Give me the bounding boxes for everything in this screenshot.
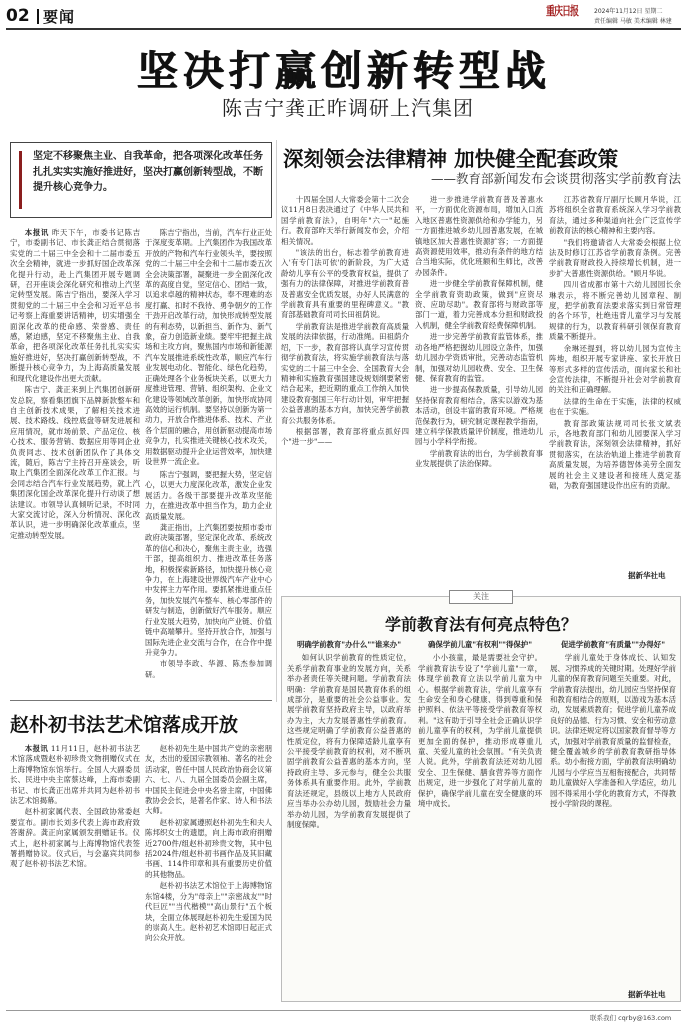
bottom-paragraph: 赵朴初家属遵照赵朴初先生和夫人陈邦织女士的遗愿，向上海市政府捐赠近2700件/组赵朴初珍贵文物，其中包括2024件/组赵朴初书画作品及其旧藏书画、114件印章和具有重要历史价值的其他物品。 (145, 817, 272, 879)
summary-accent-bar (19, 151, 22, 209)
source-tag: 本报讯 (24, 228, 49, 237)
lead-headline: 坚决打赢创新转型战 (136, 47, 551, 95)
bottom-left-col-1 (10, 744, 140, 1006)
editors-line: 责任编辑 马敏 美术编辑 林建 (594, 18, 672, 25)
right-paragraph: 法律的生命在于实施，法律的权威也在于实施。 (549, 396, 681, 417)
right-paragraph: 进一步推进学前教育普及普惠水平，一方面优化资源布局，增加入口流入地区普惠性资源供给和办学能力，另一方面推进城乡幼儿园普惠发展，在城镇地区加大普惠性资源扩容；一方面提高资源使用效率，推动有条件的地方结合当地实际，优化班额和生师比，改善办园条件。 (415, 195, 543, 277)
section-title: 要闻 (43, 8, 76, 26)
bottom-paragraph: 赵朴初家属代表、全国政协常委赵要宣布。副市长刘多代表上海市政府致答谢辞。龚正向家属颁发捐赠证书。仪式上，赵朴初家属与上海博物馆代表签署捐赠协议。仪式后，与会嘉宾共同参观了赵朴初书法艺术馆。 (10, 807, 140, 869)
right-headline: 深刻领会法律精神 加快健全配套政策 (283, 147, 619, 171)
bottom-paragraph: 本报讯 11月11日，赵朴初书法艺术馆落成暨赵朴初珍贵文物捐赠仪式在上海博物馆东馆举行。全国人大副委员长、民进中央主席蔡达峰，上海市委副书记、市长龚正出席并共同为赵朴初书法艺术馆揭幕。 (10, 744, 140, 806)
lead-paragraph: 陈吉宁强调，要把握大势，坚定信心，以更大力度深化改革，激发企业发展活力。各级干部要提升改革攻坚能力，在推进改革中担当作为，助力企业高质量发展。 (145, 470, 272, 521)
lead-subheadline: 陈吉宁龚正昨调研上汽集团 (222, 96, 474, 120)
feature-tag-label: 关注 (473, 592, 489, 601)
feature-col-text: 学前儿童处于身体成长、认知发展、习惯养成的关键时期。处理好学前儿童的保育教育问题至关重要。对此，学前教育法提出，幼儿园应当坚持保育和教育相结合的原则，以游戏为基本活动，发展素质教育；促进学前儿童养成良好的品德、行为习惯、安全和劳动意识。法律还规定将以国家教育督导等方式，加强对学前教育质量的监督检查，健全覆盖城乡的学前教育教研指导体系。幼小衔接方面，学前教育法明确幼儿园与小学应当互相衔接配合，共同帮助儿童做好入学准备和入学适应，幼儿园不得采用小学化的教育方式，不得教授小学阶段的课程。 (550, 653, 676, 809)
footer-contact: 联系我们 cqrby@163.com (590, 1014, 672, 1022)
masthead-logo: 重庆日报 (546, 5, 579, 19)
feature-tag (449, 590, 513, 604)
right-paragraph: 学前教育法是推进学前教育高质量发展的法律依据，行动准绳。田祖荫介绍，下一步，教育部将认真学习宣传贯彻学前教育法，将实施学前教育法与落实党的二十届三中全会、全国教育大会精神和实施教育强国建设规划纲要紧密结合起来，把近期的重点工作纳入加快建设教育强国三年行动计划，审牢把握公益普惠的基本方向，加快完善学前教育公共服务体系。 (281, 321, 409, 425)
date-line: 2024年11月12日 星期二 (594, 8, 663, 15)
feature-col-lead: 确保学前儿童"有权利""得保护" (427, 640, 533, 649)
bottom-paragraph: 赵朴初书法艺术馆位于上海博物馆东馆4楼，分为"母亲上""亲密战友""时代巨匠""当代楷模""高山景行"五个板块，全面立体展现赵朴初先生爱国为民的崇高人生。赵朴初艺术馆即日起正式向公众开放。 (145, 881, 272, 943)
right-paragraph: 江苏省教育厅副厅长顾月华说，江苏将组织全省教育系统深入学习学前教育法，通过多种渠道向社会广泛宣传学前教育法的核心精神和主要内容。 (549, 195, 681, 236)
right-subheadline: ——教育部新闻发布会谈贯彻落实学前教育法 (430, 171, 681, 186)
lead-body-col-1 (10, 228, 140, 696)
right-paragraph: 根据部署，教育部将重点抓好四个"进一步"—— (281, 426, 409, 447)
page-header (0, 0, 687, 34)
bottom-left-col-2 (145, 744, 272, 1006)
right-paragraph: 学前教育法的出台，为学前教育事业发展提供了法治保障。 (415, 448, 543, 469)
column-divider (276, 140, 277, 702)
feature-col-1 (287, 640, 411, 992)
right-paragraph: 进一步提高保教质量，引导幼儿园坚持保育教育相结合，落实以游戏为基本活动，创设丰富的教育环境。严格规范保教行为，研究制定课程教学指南，建立科学保教质量评价制度，推进幼儿园与小学科学衔接。 (415, 385, 543, 447)
bottom-left-headline: 赵朴初书法艺术馆落成开放 (10, 714, 239, 736)
page-number: 02 (6, 6, 30, 26)
bottom-paragraph: 赵朴初先生是中国共产党的亲密朋友，杰出的爱国宗教领袖、著名的社会活动家，曾任中国人民政治协商会议第六、七、八、九届全国委员会副主席，中国民主促进会中央名誉主席，中国佛教协会会长，是著名作家、诗人和书法大师。 (145, 744, 272, 816)
right-paragraph: 教育部政策法规司司长张文斌表示，各地教育部门和幼儿园要深入学习学前教育法，深刻领会法律精神，抓好贯彻落实，在法治轨道上推进学前教育高质量发展，为培养德智体美劳全面发展的社会主义建设者和接班人奠定基础，为教育强国建设作出应有的贡献。 (549, 418, 681, 490)
right-paragraph: 进一步完善学前教育监管体系，推动各地严格把握幼儿园设立条件，加强幼儿园办学资质审批，完善动态监管机制，加强对幼儿园收费、安全、卫生保健、保育教育的监管。 (415, 332, 543, 383)
header-rule (6, 28, 681, 30)
feature-col-lead: 促进学前教育"有质量""办得好" (560, 640, 666, 649)
feature-col-text: 小小孩童，最是需要社会守护。学前教育法专设了"学前儿童"一章，体现学前教育立法以学前儿童为中心。根据学前教育法，学前儿童享有生命安全和身心健康、得到尊重和保护照料、依法平等接受学前教育等权利。"这有助于引导全社会正确认识学前儿童享有的权利，为学前儿童提供更加全面的保护，推动形成尊重儿童、关爱儿童的社会氛围。"有关负责人说。此外，学前教育法还对幼儿园安全、卫生保健、膳食营养等方面作出规定，进一步强化了对学前儿童的保护，确保学前儿童在安全健康的环境中成长。 (418, 653, 542, 809)
right-body-col-3 (549, 195, 681, 565)
right-paragraph: "我们将邀请省人大常委会根据上位法及时修订江苏省学前教育条例。完善学前教育财政投入持续增长机制，进一步扩大普惠性资源供给。"顾月华说。 (549, 237, 681, 278)
lead-body-col-2-extra (145, 470, 272, 696)
feature-col-text: 如何认识学前教育的性质定位，关系学前教育事业的发展方向，关系举办者责任等关键问题。学前教育法明确：学前教育是国民教育体系的组成部分，是重要的社会公益事业。发展学前教育坚持政府主导，以政府举办为主，大力发展普惠性学前教育。这些规定明确了学前教育公益普惠的性质定位，将有力保障适龄儿童享有公平接受学前教育的权利，对不断巩固学前教育公益普惠的基本方向，坚持政府主导、多元参与，健全公共服务体系具有重要作用。此外，学前教育法还规定，县级以上地方人民政府应当举办公办幼儿园，鼓励社会力量举办幼儿园，为学前教育发展提供了制度保障。 (287, 653, 411, 829)
bottom-story-rule (10, 700, 272, 701)
lead-paragraph: 陈吉宁指出，当前，汽车行业正处于深度变革期。上汽集团作为我国改革开放的产物和汽车行业领头羊，要按照党的二十届三中全会和十二届市委五次全会决策部署，凝聚进一步全面深化改革的高度自觉，坚定信心、团结一致，以追求卓越的精神状态，奉不理难的态度打赢、扣时不我待、勇争朝夕的工作干劲开启改革行动，加快形成转型发展的有利态势，以新担当、新作为、新气象，奋力创造新业绩。要牢牢把握主战场和主攻方向，聚焦国内市场和新能源汽车发展推进系统性改革，顺应汽车行业发展电动化、智能化、绿色化趋势，正确处理各个业务板块关系，以更大力度推进管理、营销、组织架构、企业文化建设等领域改革创新，加快形成协同高效的运行机制。要坚持以创新为第一动力，开放合作推进体系、技术、产业各个层面的融合，用创新驱动提高市场竞争力，扎实推进关键核心技术攻关，用数据驱动提升企业运营效率，加快建设世界一流企业。 (145, 228, 272, 466)
lead-paragraph: 龚正指出，上汽集团要按照市委市政府决策部署，坚定深化改革、系统改革的信心和决心，聚焦主责主业，选强干部，提高组织力、推进改革任务落地，积极探索新路径，加快提升核心竞争力，在上海建设世界级汽车产业中心中发挥主力军作用。要抓紧推进重点任务，加快发展汽车整车、核心零部件的研发与制造，创新做好汽车服务。顺应行业发展大趋势，加快向产业链、价值链中高端攀升。坚持开放合作，加强与国际先进企业交流与合作，在合作中提升竞争力。 (145, 523, 272, 657)
right-paragraph: 余琳还提到，将以幼儿园为宣传主阵地，组织开展专家讲座、家长开放日等形式多样的宣传活动，面向家长和社会宣传法律，不断提升社会对学前教育的关注和正确理解。 (549, 343, 681, 395)
right-paragraph: 四川省成都市第十六幼儿园园长余琳表示，将不断完善幼儿园章程、制度，把学前教育法要求落实到日常管理的各个环节，杜绝违背儿童学习与发展规律的行为，以教育科研引领保育教育质量不断提升。 (549, 280, 681, 342)
feature-byline: 据新华社电 (628, 990, 666, 999)
footer-rule (6, 1010, 681, 1011)
lead-dateline: 本报讯 昨天下午，市委书记陈吉宁，市委副书记、市长龚正结合贯彻落实党的二十届三中全会和十二届市委五次全会精神，就进一步抓好国企改革深化提升行动，赴上汽集团开展专题调研，召开座谈会深化研究和推动上汽坚定转型发展。陈吉宁指出，要深入学习贯彻党的二十届三中全会和习近平总书记考察上海重要讲话精神，切实增强全面深化改革的使命感、荣誉感、责任感，紧迫感，坚定不移聚焦主业、自我革命，把各项深化改革任务扎扎实实实施好推进好，坚决打赢创新转型战，不断提升核心竞争力，为上海高质量发展和现代化建设作出更大贡献。 (10, 228, 140, 383)
feature-col-2 (418, 640, 542, 992)
feature-col-3 (550, 640, 676, 980)
lead-summary: 坚定不移聚焦主业、自我革命，把各项深化改革任务扎扎实实实施好推进好，坚决打赢创新转型战，不断提升核心竞争力。 (33, 151, 263, 193)
right-paragraph: 十四届全国人大常委会第十二次会议11月8日表决通过了《中华人民共和国学前教育法》，自明年"六一"起施行。教育部昨天举行新闻发布会，介绍相关情况。 (281, 195, 409, 246)
lead-paragraph: 市领导李政、华源、陈杰参加调研。 (145, 659, 272, 679)
right-body-col-1 (281, 195, 409, 565)
lead-summary-box (10, 142, 272, 218)
right-body-col-2 (415, 195, 543, 565)
source-tag: 本报讯 (24, 744, 49, 753)
right-paragraph: "该法的出台，标志着学前教育进入'有专门法可依'的新阶段，为广大适龄幼儿享有公平的受教育权益，提供了强有力的法律保障，对推进学前教育普及普惠安全优质发展，办好人民满意的学前教育具有重要的里程碑意义。"教育部基础教育司司长田祖荫说。 (281, 248, 409, 320)
right-paragraph: 进一步健全学前教育保障机制，健全学前教育资助政策，做到"应资尽资、应助尽助"。教育部将与财政部等部门一道，着力完善成本分担和财政投入机制，健全学前教育经费保障机制。 (415, 279, 543, 330)
right-byline: 据新华社电 (628, 571, 666, 580)
header-divider-mark (37, 9, 39, 24)
feature-headline: 学前教育法有何亮点特色？ (384, 615, 577, 634)
lead-paragraph: 陈吉宁、龚正来到上汽集团创新研发总院，察看集团旗下品牌新款整车和自主创新技术成果，了解相关技术进展、技术路线、线控底盘等研发进展和应用情况，就市场前景、产品定位、核心技术、服务营销、数据应用等同企业负责同志、技术创新团队作了具体交流，随后，陈吉宁主持召开座谈会，听取上汽集团全面深化改革工作汇报。与会同志结合汽车行业发展趋势，就上汽集团深化国企改革深化提升行动谈了想法建议。市领导认真倾听记录，不时同大家交流讨论，深入分析情况、深化改革认识，进一步明确深化改革重点，坚定推动转型发展。 (10, 385, 140, 540)
feature-col-lead: 明确学前教育"办什么""谁来办" (296, 640, 402, 649)
